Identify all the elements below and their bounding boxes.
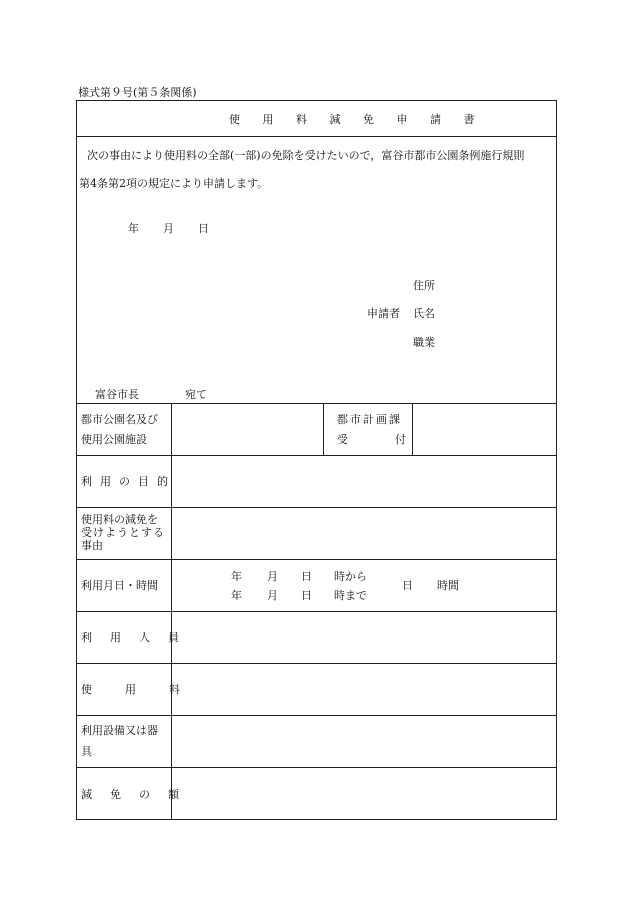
reason-label-line2: 受けようとする bbox=[81, 526, 165, 539]
persons-field[interactable] bbox=[177, 617, 551, 657]
equipment-label-line2: 具 bbox=[81, 745, 92, 758]
dt-days: 日 bbox=[402, 579, 413, 592]
dept-label-line2-a: 受 bbox=[337, 433, 348, 446]
rule-dept-right bbox=[412, 403, 413, 455]
reason-field[interactable] bbox=[177, 513, 551, 553]
date-month: 月 bbox=[163, 222, 174, 235]
intro-line-1: 次の事由により使用料の全部(一部)の免除を受けたいので，富谷市都市公園条例施行規則 bbox=[87, 149, 525, 162]
reduction-field[interactable] bbox=[177, 773, 551, 815]
dt-to-year: 年 bbox=[231, 589, 242, 602]
equipment-field[interactable] bbox=[177, 721, 551, 761]
dept-label-line1: 都市計画課 bbox=[337, 413, 402, 426]
rule-row-3 bbox=[77, 559, 557, 560]
addressee-suffix: 宛て bbox=[185, 388, 207, 401]
applicant-address-label: 住所 bbox=[413, 279, 435, 292]
park-name-field[interactable] bbox=[177, 409, 317, 449]
date-year: 年 bbox=[128, 222, 139, 235]
reason-label-line3: 事由 bbox=[81, 539, 103, 552]
fee-field[interactable] bbox=[177, 669, 551, 709]
applicant-label: 申請者 bbox=[367, 307, 400, 320]
dt-from-hour: 時から bbox=[334, 570, 367, 583]
reduction-label: 減免の額 bbox=[81, 788, 197, 801]
rule-dept-left bbox=[323, 403, 324, 455]
rule-label-column bbox=[171, 403, 172, 820]
dt-from-day: 日 bbox=[301, 570, 312, 583]
form-number-label: 様式第９号(第５条関係) bbox=[78, 86, 197, 99]
park-name-label-line2: 使用公園施設 bbox=[81, 433, 147, 446]
dt-to-month: 月 bbox=[267, 589, 278, 602]
equipment-label-line1: 利用設備又は器 bbox=[81, 724, 158, 737]
addressee-name: 富谷市長 bbox=[95, 388, 139, 401]
rule-row-2 bbox=[77, 507, 557, 508]
date-day: 日 bbox=[198, 222, 209, 235]
dt-from-month: 月 bbox=[267, 570, 278, 583]
reason-label-line1: 使用料の減免を bbox=[81, 513, 158, 526]
rule-title bbox=[77, 136, 557, 137]
dt-to-hour: 時まで bbox=[334, 589, 367, 602]
intro-line-2: 第4条第2項の規定により申請します。 bbox=[79, 177, 269, 190]
dt-from-year: 年 bbox=[231, 570, 242, 583]
rule-row-4 bbox=[77, 611, 557, 612]
purpose-field[interactable] bbox=[177, 461, 551, 501]
dt-to-day: 日 bbox=[301, 589, 312, 602]
applicant-name-label: 氏名 bbox=[413, 307, 435, 320]
rule-row-6 bbox=[77, 715, 557, 716]
dt-hours: 時間 bbox=[437, 579, 459, 592]
application-form bbox=[76, 100, 557, 820]
rule-row-5 bbox=[77, 663, 557, 664]
receipt-stamp-field[interactable] bbox=[417, 409, 551, 449]
rule-header-body bbox=[77, 403, 557, 404]
dept-label-line2-b: 付 bbox=[395, 433, 406, 446]
park-name-label-line1: 都市公園名及び bbox=[81, 413, 158, 426]
rule-row-1 bbox=[77, 455, 557, 456]
purpose-label: 利用の目的 bbox=[81, 475, 176, 488]
datetime-label: 利用月日・時間 bbox=[81, 579, 158, 592]
applicant-occupation-label: 職業 bbox=[413, 336, 435, 349]
persons-label: 利用人員 bbox=[81, 631, 197, 644]
rule-row-7 bbox=[77, 767, 557, 768]
fee-label: 使用料 bbox=[81, 683, 213, 696]
form-title: 使 用 料 減 免 申 請 書 bbox=[229, 113, 484, 126]
